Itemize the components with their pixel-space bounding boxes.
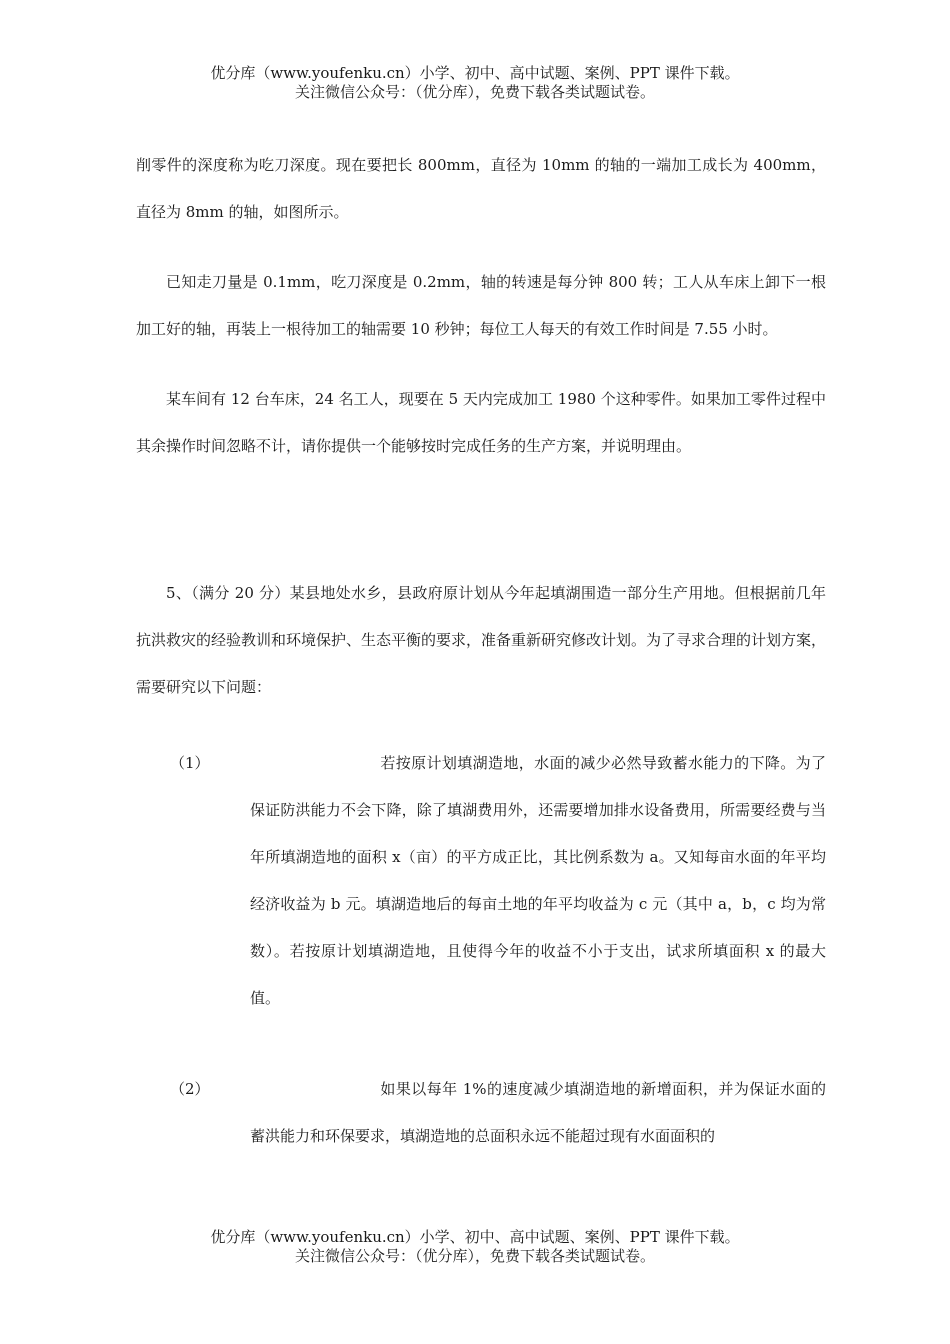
document-body xyxy=(136,142,826,1175)
sub-question-1 xyxy=(136,740,826,1022)
sub-question-2 xyxy=(136,1066,826,1160)
question-5-intro: 5、（满分 20 分）某县地处水乡，县政府原计划从今年起填湖围造一部分生产用地。但根据前几年抗洪救灾的经验教训和环境保护、生态平衡的要求，准备重新研究修改计划。为了寻求合理的计划方案，需要研究以下问题： xyxy=(136,584,827,696)
header-line-2: 关注微信公众号：（优分库），免费下载各类试题试卷。 xyxy=(294,83,655,101)
sub-question-1-number: （1） xyxy=(170,754,210,772)
footer-line-2: 关注微信公众号：（优分库），免费下载各类试题试卷。 xyxy=(294,1247,655,1265)
paragraph-cutting-depth: 削零件的深度称为吃刀深度。现在要把长 800mm，直径为 10mm 的轴的一端加工成长为 400mm，直径为 8mm 的轴，如图所示。 xyxy=(136,156,826,221)
footer-line-1: 优分库（www.youfenku.cn）小学、初中、高中试题、案例、PPT 课件下载。 xyxy=(210,1228,740,1246)
page-footer xyxy=(0,1228,950,1266)
sub-question-1-text: 若按原计划填湖造地，水面的减少必然导致蓄水能力的下降。为了保证防洪能力不会下降，除了填湖费用外，还需要增加排水设备费用，所需要经费与当年所填湖造地的面积 x（亩）的平方成正比，其比例系数为 a。又知每亩水面的年平均经济收益为 b 元。填湖造地后的每亩土地的年平均收益为 c 元（其中 a，b，c 均为常数）。若按原计划填湖造地，且使得今年的收益不小于支出，试求所填面积 x 的最大值。 xyxy=(250,754,826,1007)
paragraph-workshop-task: 某车间有 12 台车床，24 名工人，现要在 5 天内完成加工 1980 个这种零件。如果加工零件过程中其余操作时间忽略不计，请你提供一个能够按时完成任务的生产方案，并说明理由。 xyxy=(136,390,826,455)
header-line-1: 优分库（www.youfenku.cn）小学、初中、高中试题、案例、PPT 课件下载。 xyxy=(210,64,740,82)
paragraph-given-conditions: 已知走刀量是 0.1mm，吃刀深度是 0.2mm，轴的转速是每分钟 800 转；工人从车床上卸下一根加工好的轴，再装上一根待加工的轴需要 10 秒钟；每位工人每天的有效工作时间是 7.55 小时。 xyxy=(136,273,826,338)
page-header xyxy=(0,64,950,102)
sub-question-2-number: （2） xyxy=(170,1080,210,1098)
sub-question-2-text: 如果以每年 1%的速度减少填湖造地的新增面积，并为保证水面的蓄洪能力和环保要求，填湖造地的总面积永远不能超过现有水面面积的 xyxy=(250,1080,826,1145)
